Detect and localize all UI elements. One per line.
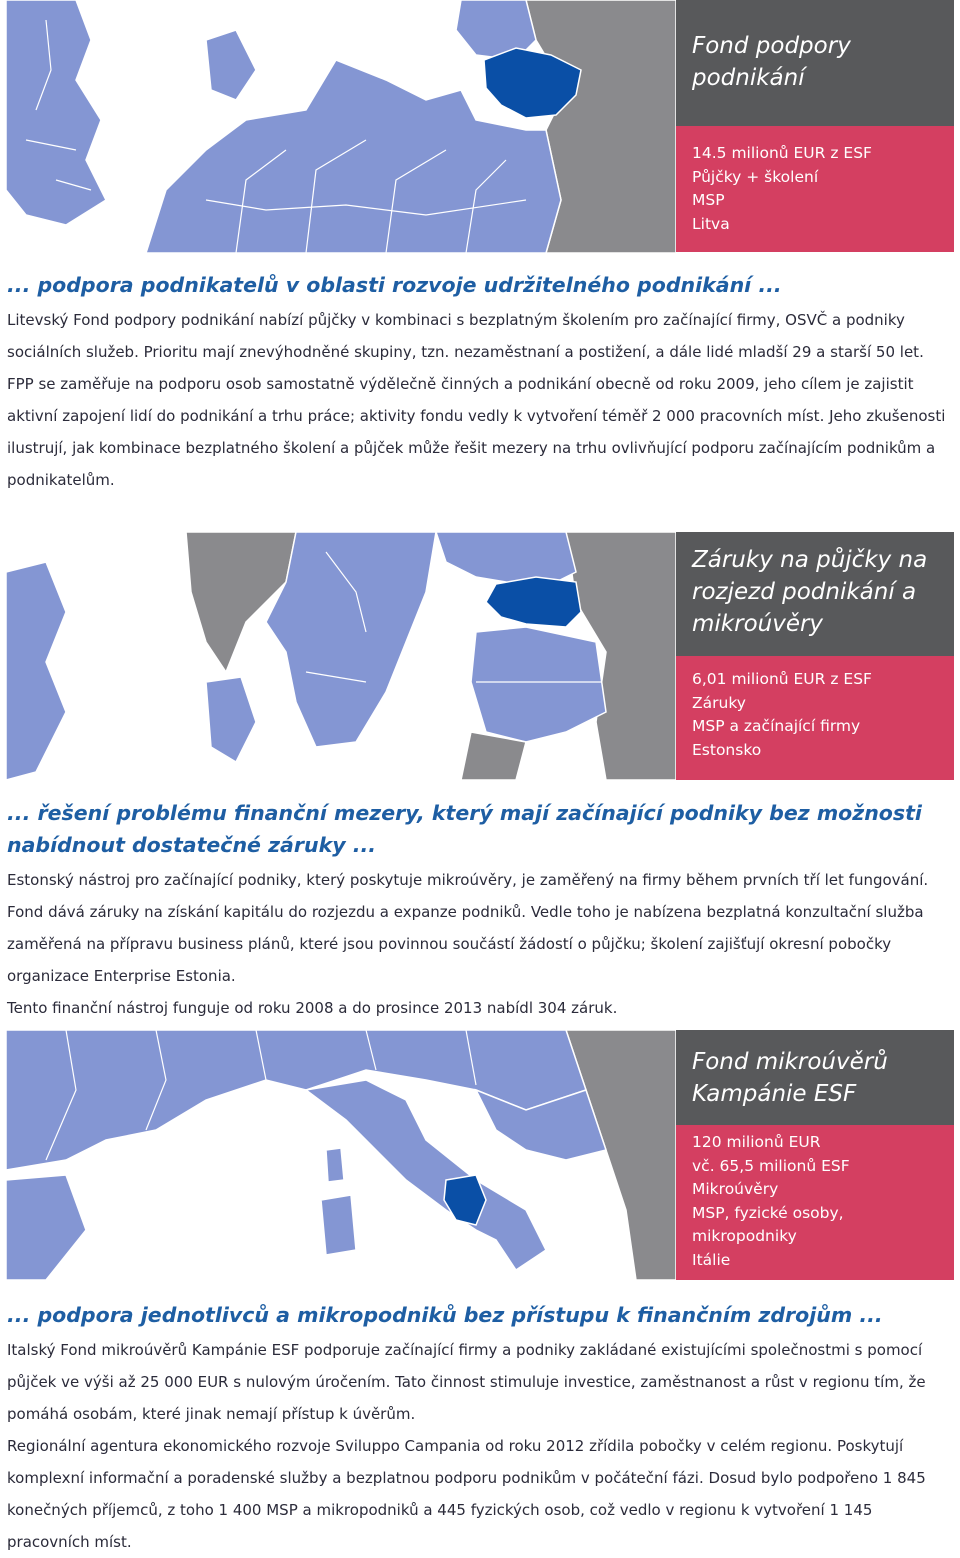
box-detail-target: MSP a začínající firmy bbox=[692, 717, 861, 735]
box-detail-type: Záruky bbox=[692, 693, 746, 712]
info-box-estonia bbox=[676, 532, 954, 780]
box-detail-target: MSP, fyzické osoby, bbox=[692, 1203, 844, 1222]
box-detail-esf: vč. 65,5 milionů ESF bbox=[692, 1156, 850, 1175]
map-lithuania bbox=[6, 0, 676, 253]
box-details bbox=[676, 1125, 954, 1280]
box-detail-amount: 120 milionů EUR bbox=[692, 1133, 821, 1151]
box-detail-amount: 6,01 milionů EUR z ESF bbox=[692, 670, 872, 688]
box-detail-country: Litva bbox=[692, 214, 730, 233]
box-title: Fond mikroúvěrů Kampánie ESF bbox=[676, 1030, 954, 1125]
info-box-lithuania bbox=[676, 0, 954, 252]
section-heading: ... řešení problému finanční mezery, který mají začínající podniky bez možnosti nabídnout dostatečné záruky ... bbox=[7, 801, 922, 857]
box-detail-type: Půjčky + školení bbox=[692, 167, 819, 186]
europe-map-graphic bbox=[6, 532, 676, 780]
box-detail-type: Mikroúvěry bbox=[692, 1180, 779, 1198]
box-details bbox=[676, 126, 954, 252]
box-detail-target-2: mikropodniky bbox=[692, 1227, 797, 1245]
box-details bbox=[676, 656, 954, 780]
paragraph: Tento finanční nástroj funguje od roku 2008 a do prosince 2013 nabídl 304 záruk. bbox=[7, 999, 618, 1017]
section-text bbox=[7, 1334, 955, 1558]
section-heading: ... podpora jednotlivců a mikropodniků bez přístupu k finančním zdrojům ... bbox=[7, 1303, 883, 1327]
box-detail-amount: 14.5 milionů EUR z ESF bbox=[692, 144, 872, 162]
section-text bbox=[7, 304, 955, 496]
paragraph: Litevský Fond podpory podnikání nabízí půjčky v kombinaci s bezplatným školením pro začínající firmy, OSVČ a podniky sociálních služeb. Prioritu mají znevýhodněné skupiny, tzn. nezaměstnaní a postižení, a dále lidé mladší 29 a starší 50 let. bbox=[7, 311, 924, 361]
box-title: Fond podpory podnikání bbox=[676, 0, 954, 126]
map-italy bbox=[6, 1030, 676, 1280]
info-box-italy bbox=[676, 1030, 954, 1280]
paragraph: Regionální agentura ekonomického rozvoje Sviluppo Campania od roku 2012 zřídila pobočky v celém regionu. Poskytují komplexní informační a poradenské služby a bezplatnou podporu podnikům v počáteční fázi. Dosud bylo podpořeno 1 845 konečných příjemců, z toho 1 400 MSP a mikropodniků a 445 fyzických osob, což vedlo v regionu k vytvoření 1 145 pracovních míst. bbox=[7, 1437, 926, 1551]
box-detail-target: MSP bbox=[692, 191, 725, 209]
paragraph: Italský Fond mikroúvěrů Kampánie ESF podporuje začínající firmy a podniky zakládané existujícími společnostmi s pomocí půjček ve výši až 25 000 EUR s nulovým úročením. Tato činnost stimuluje investice, zaměstnanost a růst v regionu tím, že pomáhá osobám, které jinak nemají přístup k úvěrům. bbox=[7, 1341, 926, 1423]
box-detail-country: Itálie bbox=[692, 1250, 731, 1269]
paragraph: Estonský nástroj pro začínající podniky, který poskytuje mikroúvěry, je zaměřený na firmy během prvních tří let fungování. Fond dává záruky na získání kapitálu do rozjezdu a expanze podniků. Vedle toho je nabízena bezplatná konzultační služba zaměřená na přípravu business plánů, které jsou povinnou součástí žádostí o půjčku; školení zajišťují okresní pobočky organizace Enterprise Estonia. bbox=[7, 871, 929, 985]
box-detail-country: Estonsko bbox=[692, 740, 762, 759]
paragraph: FPP se zaměřuje na podporu osob samostatně výdělečně činných a podnikání obecně od roku 2009, jeho cílem je zajistit aktivní zapojení lidí do podnikání a trhu práce; aktivity fondu vedly k vytvoření téměř 2 000 pracovních míst. Jeho zkušenosti ilustrují, jak kombinace bezplatného školení a půjček může řešit mezery na trhu ovlivňující podporu začínajícím podnikům a podnikatelům. bbox=[7, 375, 946, 489]
map-estonia bbox=[6, 532, 676, 780]
europe-map-graphic bbox=[6, 0, 676, 253]
section-heading: ... podpora podnikatelů v oblasti rozvoje udržitelného podnikání ... bbox=[7, 273, 782, 297]
europe-map-graphic bbox=[6, 1030, 676, 1280]
box-title: Záruky na půjčky na rozjezd podnikání a mikroúvěry bbox=[676, 532, 954, 656]
section-text bbox=[7, 864, 955, 1024]
